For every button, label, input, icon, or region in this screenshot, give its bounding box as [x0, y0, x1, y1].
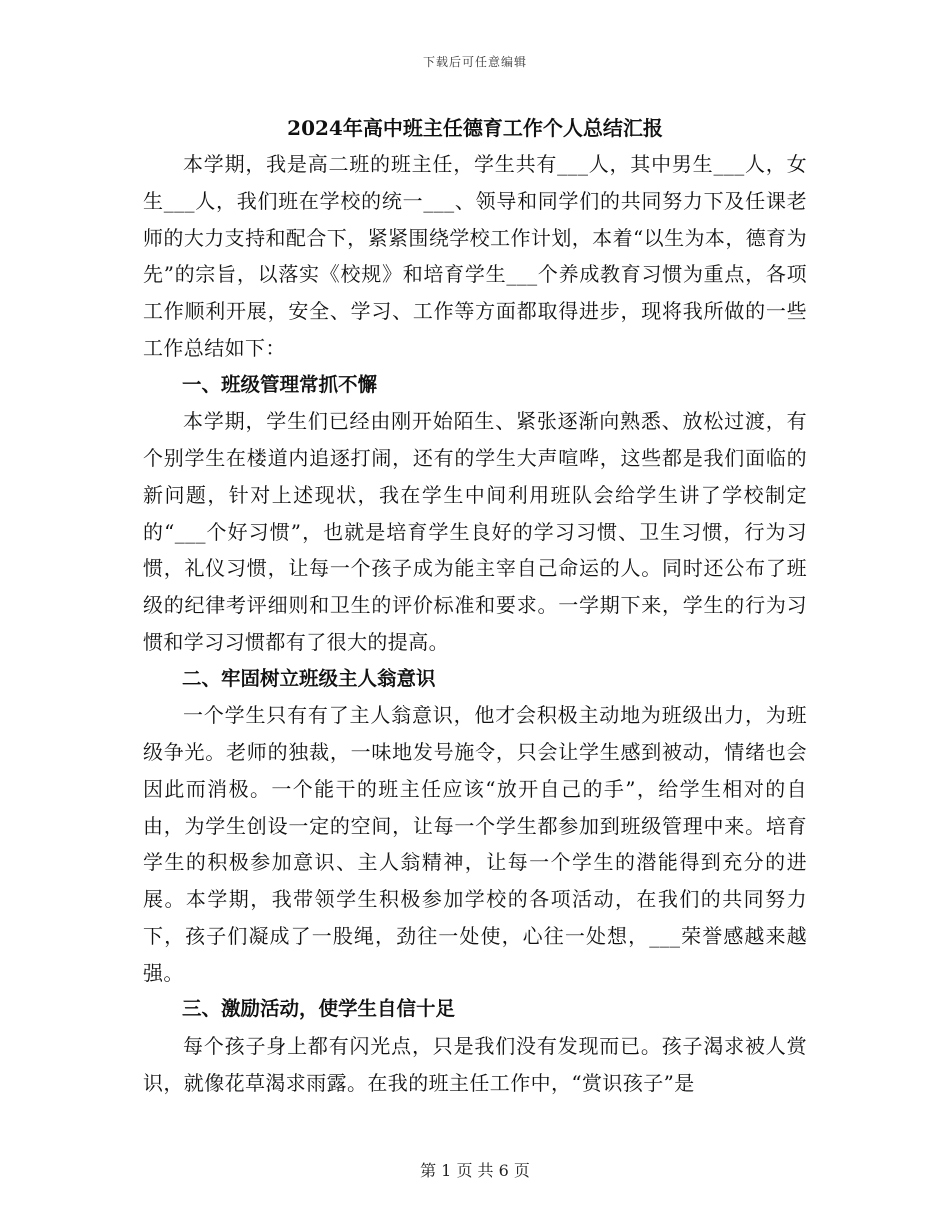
section-body-2: 一个学生只有有了主人翁意识，他才会积极主动地为班级出力，为班级争光。老师的独裁，一味地发号施令，只会让学生感到被动，情绪也会因此而消极。一个能干的班主任应该“放开自己的手”，给学生相对的自由，为学生创设一定的空间，让每一个学生都参加到班级管理中来。培育学生的积极参加意识、主人翁精神，让每一个学生的潜能得到充分的进展。本学期，我带领学生积极参加学校的各项活动，在我们的共同努力下，孩子们凝成了一股绳，劲往一处使，心往一处想，___荣誉感越来越强。	[143, 703, 807, 985]
section-heading-3: 三、激励活动，使学生自信十足	[182, 997, 456, 1021]
section-body-3: 每个孩子身上都有闪光点，只是我们没有发现而已。孩子渴求被人赏识，就像花草渴求雨露。在我的班主任工作中，“赏识孩子”是	[143, 1034, 807, 1095]
document-title: 2024年高中班主任德育工作个人总结汇报	[287, 116, 663, 140]
document-body	[143, 146, 807, 1102]
section-heading-1: 一、班级管理常抓不懈	[182, 372, 378, 396]
header-note: 下载后可任意编辑	[422, 55, 527, 69]
section-heading-2: 二、牢固树立班级主人翁意识	[182, 666, 436, 690]
section-body-1: 本学期，学生们已经由刚开始陌生、紧张逐渐向熟悉、放松过渡，有个别学生在楼道内追逐打闹，还有的学生大声喧哗，这些都是我们面临的新问题，针对上述现状，我在学生中间利用班队会给学生讲了学校制定的“___个好习惯”，也就是培育学生良好的学习习惯、卫生习惯，行为习惯，礼仪习惯，让每一个孩子成为能主宰自己命运的人。同时还公布了班级的纪律考评细则和卫生的评价标准和要求。一学期下来，学生的行为习惯和学习习惯都有了很大的提高。	[143, 409, 807, 654]
page-footer: 第 1 页 共 6 页	[420, 1161, 530, 1180]
intro-paragraph: 本学期，我是高二班的班主任，学生共有___人，其中男生___人，女生___人，我们班在学校的统一___、领导和同学们的共同努力下及任课老师的大力支持和配合下，紧紧围绕学校工作计划，本着“以生为本，德育为先”的宗旨，以落实《校规》和培育学生___个养成教育习惯为重点，各项工作顺利开展，安全、学习、工作等方面都取得进步，现将我所做的一些工作总结如下：	[143, 152, 807, 360]
